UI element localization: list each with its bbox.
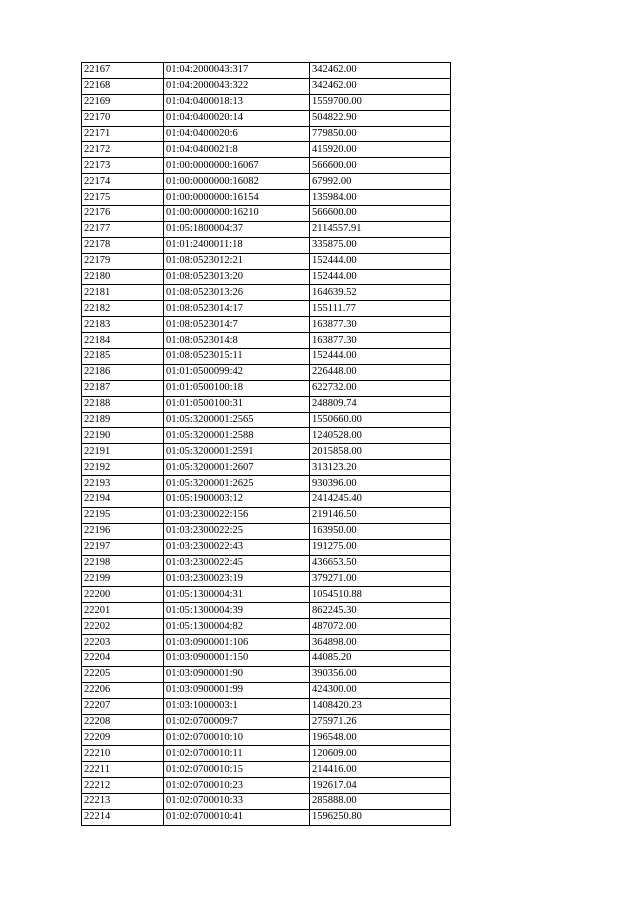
- row-number-cell: 22202: [82, 619, 164, 635]
- value-cell: 120609.00: [310, 746, 451, 762]
- row-number-cell: 22195: [82, 507, 164, 523]
- row-number-cell: 22210: [82, 746, 164, 762]
- row-number-cell: 22198: [82, 555, 164, 571]
- value-cell: 364898.00: [310, 635, 451, 651]
- cadastral-number-cell: 01:08:0523013:20: [164, 269, 310, 285]
- cadastral-number-cell: 01:08:0523014:8: [164, 333, 310, 349]
- table-row: [82, 571, 451, 587]
- value-cell: 390356.00: [310, 666, 451, 682]
- value-cell: 152444.00: [310, 269, 451, 285]
- cadastral-number-cell: 01:08:0523012:21: [164, 253, 310, 269]
- cadastral-number-cell: 01:05:1800004:37: [164, 221, 310, 237]
- value-cell: 2414245.40: [310, 492, 451, 508]
- table-row: [82, 269, 451, 285]
- value-cell: 313123.20: [310, 460, 451, 476]
- table-row: [82, 396, 451, 412]
- cadastral-number-cell: 01:04:2000043:322: [164, 78, 310, 94]
- table-row: [82, 221, 451, 237]
- table-row: [82, 301, 451, 317]
- table-row: [82, 142, 451, 158]
- row-number-cell: 22183: [82, 317, 164, 333]
- table-row: [82, 603, 451, 619]
- row-number-cell: 22175: [82, 190, 164, 206]
- row-number-cell: 22189: [82, 412, 164, 428]
- cadastral-number-cell: 01:03:2300022:25: [164, 523, 310, 539]
- row-number-cell: 22191: [82, 444, 164, 460]
- cadastral-number-cell: 01:05:3200001:2591: [164, 444, 310, 460]
- table-row: [82, 714, 451, 730]
- cadastral-number-cell: 01:02:0700010:41: [164, 809, 310, 825]
- value-cell: 342462.00: [310, 63, 451, 79]
- cadastral-number-cell: 01:03:1000003:1: [164, 698, 310, 714]
- table-row: [82, 539, 451, 555]
- table-row: [82, 349, 451, 365]
- table-row: [82, 762, 451, 778]
- table-row: [82, 190, 451, 206]
- value-cell: 152444.00: [310, 349, 451, 365]
- cadastral-number-cell: 01:08:0523013:26: [164, 285, 310, 301]
- row-number-cell: 22196: [82, 523, 164, 539]
- row-number-cell: 22186: [82, 364, 164, 380]
- row-number-cell: 22211: [82, 762, 164, 778]
- table-row: [82, 444, 451, 460]
- value-cell: 1550660.00: [310, 412, 451, 428]
- value-cell: 2114557.91: [310, 221, 451, 237]
- value-cell: 226448.00: [310, 364, 451, 380]
- table-row: [82, 809, 451, 825]
- row-number-cell: 22170: [82, 110, 164, 126]
- table-row: [82, 746, 451, 762]
- row-number-cell: 22187: [82, 380, 164, 396]
- value-cell: 862245.30: [310, 603, 451, 619]
- cadastral-number-cell: 01:04:2000043:317: [164, 63, 310, 79]
- cadastral-number-cell: 01:04:0400021:8: [164, 142, 310, 158]
- row-number-cell: 22213: [82, 793, 164, 809]
- table-row: [82, 635, 451, 651]
- table-row: [82, 317, 451, 333]
- data-table: [81, 62, 451, 826]
- value-cell: 566600.00: [310, 206, 451, 222]
- value-cell: 622732.00: [310, 380, 451, 396]
- value-cell: 152444.00: [310, 253, 451, 269]
- row-number-cell: 22174: [82, 174, 164, 190]
- cadastral-number-cell: 01:03:2300022:156: [164, 507, 310, 523]
- table-row: [82, 682, 451, 698]
- value-cell: 1240528.00: [310, 428, 451, 444]
- table-row: [82, 476, 451, 492]
- cadastral-number-cell: 01:01:2400011:18: [164, 237, 310, 253]
- row-number-cell: 22184: [82, 333, 164, 349]
- value-cell: 487072.00: [310, 619, 451, 635]
- table-row: [82, 253, 451, 269]
- cadastral-number-cell: 01:02:0700010:33: [164, 793, 310, 809]
- table-row: [82, 793, 451, 809]
- cadastral-number-cell: 01:03:2300022:43: [164, 539, 310, 555]
- row-number-cell: 22212: [82, 778, 164, 794]
- table-row: [82, 94, 451, 110]
- cadastral-number-cell: 01:00:0000000:16067: [164, 158, 310, 174]
- row-number-cell: 22179: [82, 253, 164, 269]
- row-number-cell: 22181: [82, 285, 164, 301]
- cadastral-number-cell: 01:01:0500100:18: [164, 380, 310, 396]
- row-number-cell: 22177: [82, 221, 164, 237]
- table-row: [82, 380, 451, 396]
- value-cell: 67992.00: [310, 174, 451, 190]
- cadastral-number-cell: 01:02:0700010:23: [164, 778, 310, 794]
- cadastral-number-cell: 01:04:0400018:13: [164, 94, 310, 110]
- table-row: [82, 78, 451, 94]
- value-cell: 379271.00: [310, 571, 451, 587]
- row-number-cell: 22201: [82, 603, 164, 619]
- row-number-cell: 22168: [82, 78, 164, 94]
- value-cell: 155111.77: [310, 301, 451, 317]
- value-cell: 44085.20: [310, 650, 451, 666]
- value-cell: 779850.00: [310, 126, 451, 142]
- cadastral-number-cell: 01:05:3200001:2565: [164, 412, 310, 428]
- table-row: [82, 285, 451, 301]
- table-row: [82, 650, 451, 666]
- row-number-cell: 22173: [82, 158, 164, 174]
- value-cell: 135984.00: [310, 190, 451, 206]
- cadastral-number-cell: 01:02:0700009:7: [164, 714, 310, 730]
- cadastral-number-cell: 01:04:0400020:6: [164, 126, 310, 142]
- table-row: [82, 364, 451, 380]
- table-row: [82, 158, 451, 174]
- cadastral-number-cell: 01:03:0900001:106: [164, 635, 310, 651]
- value-cell: 191275.00: [310, 539, 451, 555]
- table-row: [82, 460, 451, 476]
- cadastral-number-cell: 01:03:0900001:150: [164, 650, 310, 666]
- value-cell: 504822.90: [310, 110, 451, 126]
- cadastral-number-cell: 01:05:1300004:82: [164, 619, 310, 635]
- table-row: [82, 778, 451, 794]
- table-row: [82, 174, 451, 190]
- value-cell: 163877.30: [310, 333, 451, 349]
- table-row: [82, 666, 451, 682]
- row-number-cell: 22185: [82, 349, 164, 365]
- value-cell: 424300.00: [310, 682, 451, 698]
- value-cell: 436653.50: [310, 555, 451, 571]
- table-row: [82, 126, 451, 142]
- cadastral-number-cell: 01:02:0700010:11: [164, 746, 310, 762]
- row-number-cell: 22194: [82, 492, 164, 508]
- table-row: [82, 587, 451, 603]
- cadastral-number-cell: 01:00:0000000:16210: [164, 206, 310, 222]
- value-cell: 566600.00: [310, 158, 451, 174]
- row-number-cell: 22209: [82, 730, 164, 746]
- row-number-cell: 22199: [82, 571, 164, 587]
- row-number-cell: 22203: [82, 635, 164, 651]
- row-number-cell: 22204: [82, 650, 164, 666]
- value-cell: 1054510.88: [310, 587, 451, 603]
- cadastral-number-cell: 01:03:2300023:19: [164, 571, 310, 587]
- row-number-cell: 22169: [82, 94, 164, 110]
- value-cell: 342462.00: [310, 78, 451, 94]
- row-number-cell: 22192: [82, 460, 164, 476]
- cadastral-number-cell: 01:01:0500099:42: [164, 364, 310, 380]
- table-row: [82, 698, 451, 714]
- table-row: [82, 523, 451, 539]
- table-row: [82, 555, 451, 571]
- row-number-cell: 22208: [82, 714, 164, 730]
- row-number-cell: 22182: [82, 301, 164, 317]
- row-number-cell: 22171: [82, 126, 164, 142]
- value-cell: 930396.00: [310, 476, 451, 492]
- cadastral-number-cell: 01:08:0523014:7: [164, 317, 310, 333]
- value-cell: 415920.00: [310, 142, 451, 158]
- row-number-cell: 22197: [82, 539, 164, 555]
- cadastral-number-cell: 01:05:1300004:31: [164, 587, 310, 603]
- row-number-cell: 22207: [82, 698, 164, 714]
- row-number-cell: 22190: [82, 428, 164, 444]
- cadastral-number-cell: 01:05:1300004:39: [164, 603, 310, 619]
- cadastral-number-cell: 01:08:0523015:11: [164, 349, 310, 365]
- table-row: [82, 619, 451, 635]
- row-number-cell: 22167: [82, 63, 164, 79]
- value-cell: 164639.52: [310, 285, 451, 301]
- row-number-cell: 22188: [82, 396, 164, 412]
- value-cell: 1559700.00: [310, 94, 451, 110]
- table-row: [82, 730, 451, 746]
- value-cell: 248809.74: [310, 396, 451, 412]
- cadastral-number-cell: 01:03:0900001:90: [164, 666, 310, 682]
- table-row: [82, 412, 451, 428]
- row-number-cell: 22180: [82, 269, 164, 285]
- row-number-cell: 22200: [82, 587, 164, 603]
- row-number-cell: 22205: [82, 666, 164, 682]
- value-cell: 335875.00: [310, 237, 451, 253]
- value-cell: 196548.00: [310, 730, 451, 746]
- cadastral-number-cell: 01:04:0400020:14: [164, 110, 310, 126]
- cadastral-number-cell: 01:01:0500100:31: [164, 396, 310, 412]
- table-row: [82, 63, 451, 79]
- cadastral-number-cell: 01:02:0700010:10: [164, 730, 310, 746]
- table-row: [82, 428, 451, 444]
- table-row: [82, 492, 451, 508]
- row-number-cell: 22176: [82, 206, 164, 222]
- value-cell: 192617.04: [310, 778, 451, 794]
- row-number-cell: 22172: [82, 142, 164, 158]
- table-body: [82, 63, 451, 826]
- table-row: [82, 333, 451, 349]
- table-row: [82, 110, 451, 126]
- value-cell: 1408420.23: [310, 698, 451, 714]
- row-number-cell: 22193: [82, 476, 164, 492]
- value-cell: 219146.50: [310, 507, 451, 523]
- cadastral-number-cell: 01:05:3200001:2607: [164, 460, 310, 476]
- row-number-cell: 22214: [82, 809, 164, 825]
- value-cell: 163877.30: [310, 317, 451, 333]
- cadastral-number-cell: 01:00:0000000:16154: [164, 190, 310, 206]
- cadastral-number-cell: 01:05:1900003:12: [164, 492, 310, 508]
- row-number-cell: 22206: [82, 682, 164, 698]
- table-row: [82, 206, 451, 222]
- cadastral-number-cell: 01:03:0900001:99: [164, 682, 310, 698]
- cadastral-number-cell: 01:08:0523014:17: [164, 301, 310, 317]
- value-cell: 2015858.00: [310, 444, 451, 460]
- value-cell: 214416.00: [310, 762, 451, 778]
- cadastral-number-cell: 01:02:0700010:15: [164, 762, 310, 778]
- value-cell: 163950.00: [310, 523, 451, 539]
- table-row: [82, 507, 451, 523]
- table-row: [82, 237, 451, 253]
- value-cell: 1596250.80: [310, 809, 451, 825]
- cadastral-number-cell: 01:00:0000000:16082: [164, 174, 310, 190]
- value-cell: 275971.26: [310, 714, 451, 730]
- cadastral-number-cell: 01:05:3200001:2588: [164, 428, 310, 444]
- cadastral-number-cell: 01:05:3200001:2625: [164, 476, 310, 492]
- cadastral-number-cell: 01:03:2300022:45: [164, 555, 310, 571]
- value-cell: 285888.00: [310, 793, 451, 809]
- row-number-cell: 22178: [82, 237, 164, 253]
